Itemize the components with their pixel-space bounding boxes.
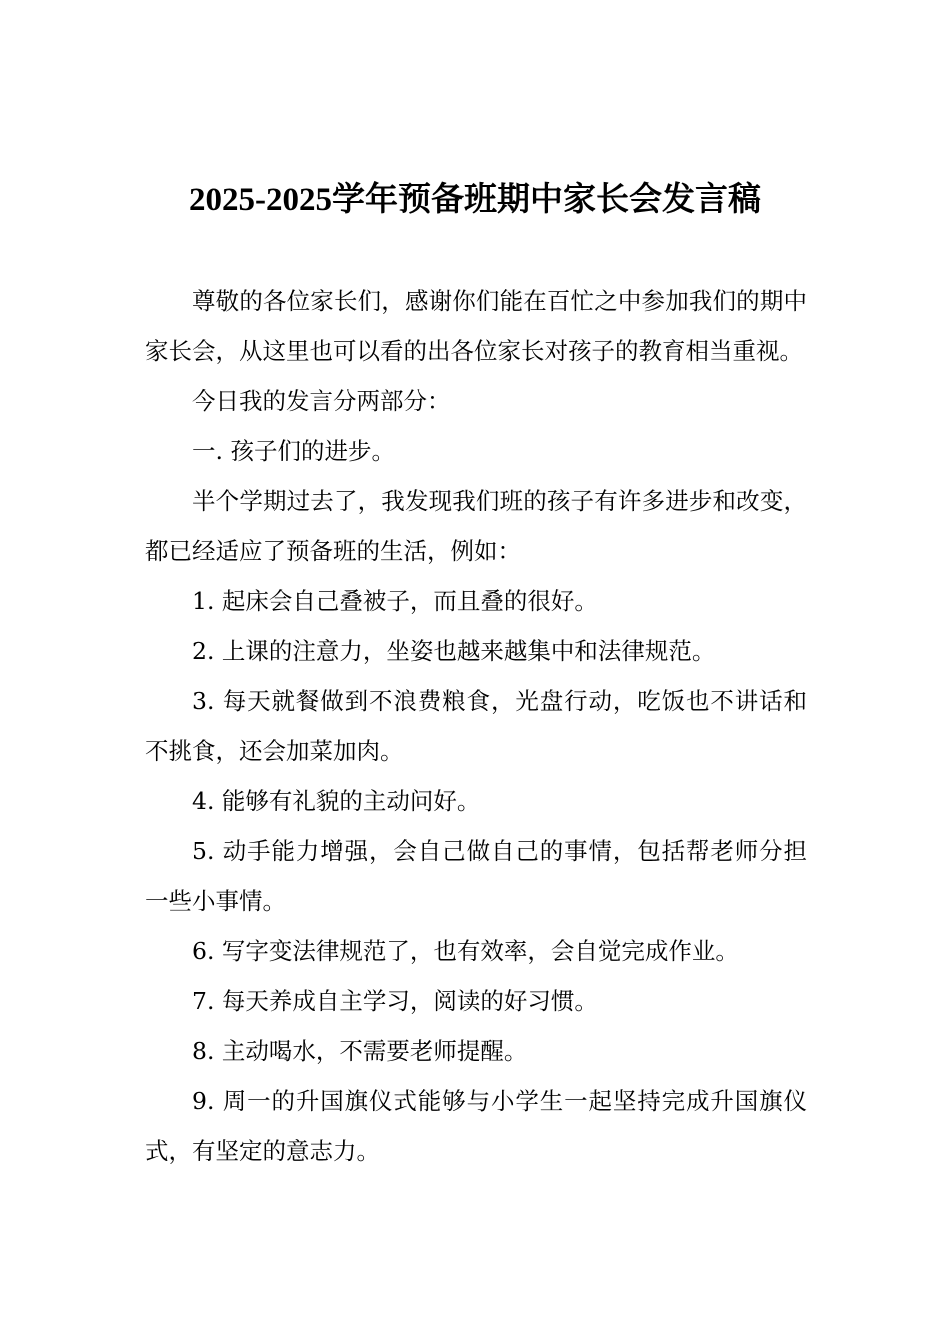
list-item-2: 2. 上课的注意力，坐姿也越来越集中和法律规范。 xyxy=(192,637,716,665)
document-body xyxy=(145,276,807,1176)
list-item-1: 1. 起床会自己叠被子，而且叠的很好。 xyxy=(192,587,598,615)
list-item-3: 3. 每天就餐做到不浪费粮食，光盘行动，吃饭也不讲话和不挑食，还会加菜加肉。 xyxy=(145,687,807,765)
list-item-6: 6. 写字变法律规范了，也有效率，会自觉完成作业。 xyxy=(192,937,739,965)
list-item-4: 4. 能够有礼貌的主动问好。 xyxy=(192,787,481,815)
list-item-9: 9. 周一的升国旗仪式能够与小学生一起坚持完成升国旗仪式，有坚定的意志力。 xyxy=(145,1087,807,1165)
paragraph-intro-progress: 半个学期过去了，我发现我们班的孩子有许多进步和改变，都已经适应了预备班的生活，例如： xyxy=(145,487,807,565)
paragraph-greeting: 尊敬的各位家长们，感谢你们能在百忙之中参加我们的期中家长会，从这里也可以看的出各位家长对孩子的教育相当重视。 xyxy=(145,287,807,365)
list-item-5: 5. 动手能力增强，会自己做自己的事情，包括帮老师分担一些小事情。 xyxy=(145,837,807,915)
paragraph-section-heading: 一. 孩子们的进步。 xyxy=(192,437,395,465)
paragraph-outline: 今日我的发言分两部分： xyxy=(192,387,451,415)
list-item-7: 7. 每天养成自主学习，阅读的好习惯。 xyxy=(192,987,598,1015)
list-item-8: 8. 主动喝水，不需要老师提醒。 xyxy=(192,1037,528,1065)
document-title: 2025-2025学年预备班期中家长会发言稿 xyxy=(189,182,761,218)
